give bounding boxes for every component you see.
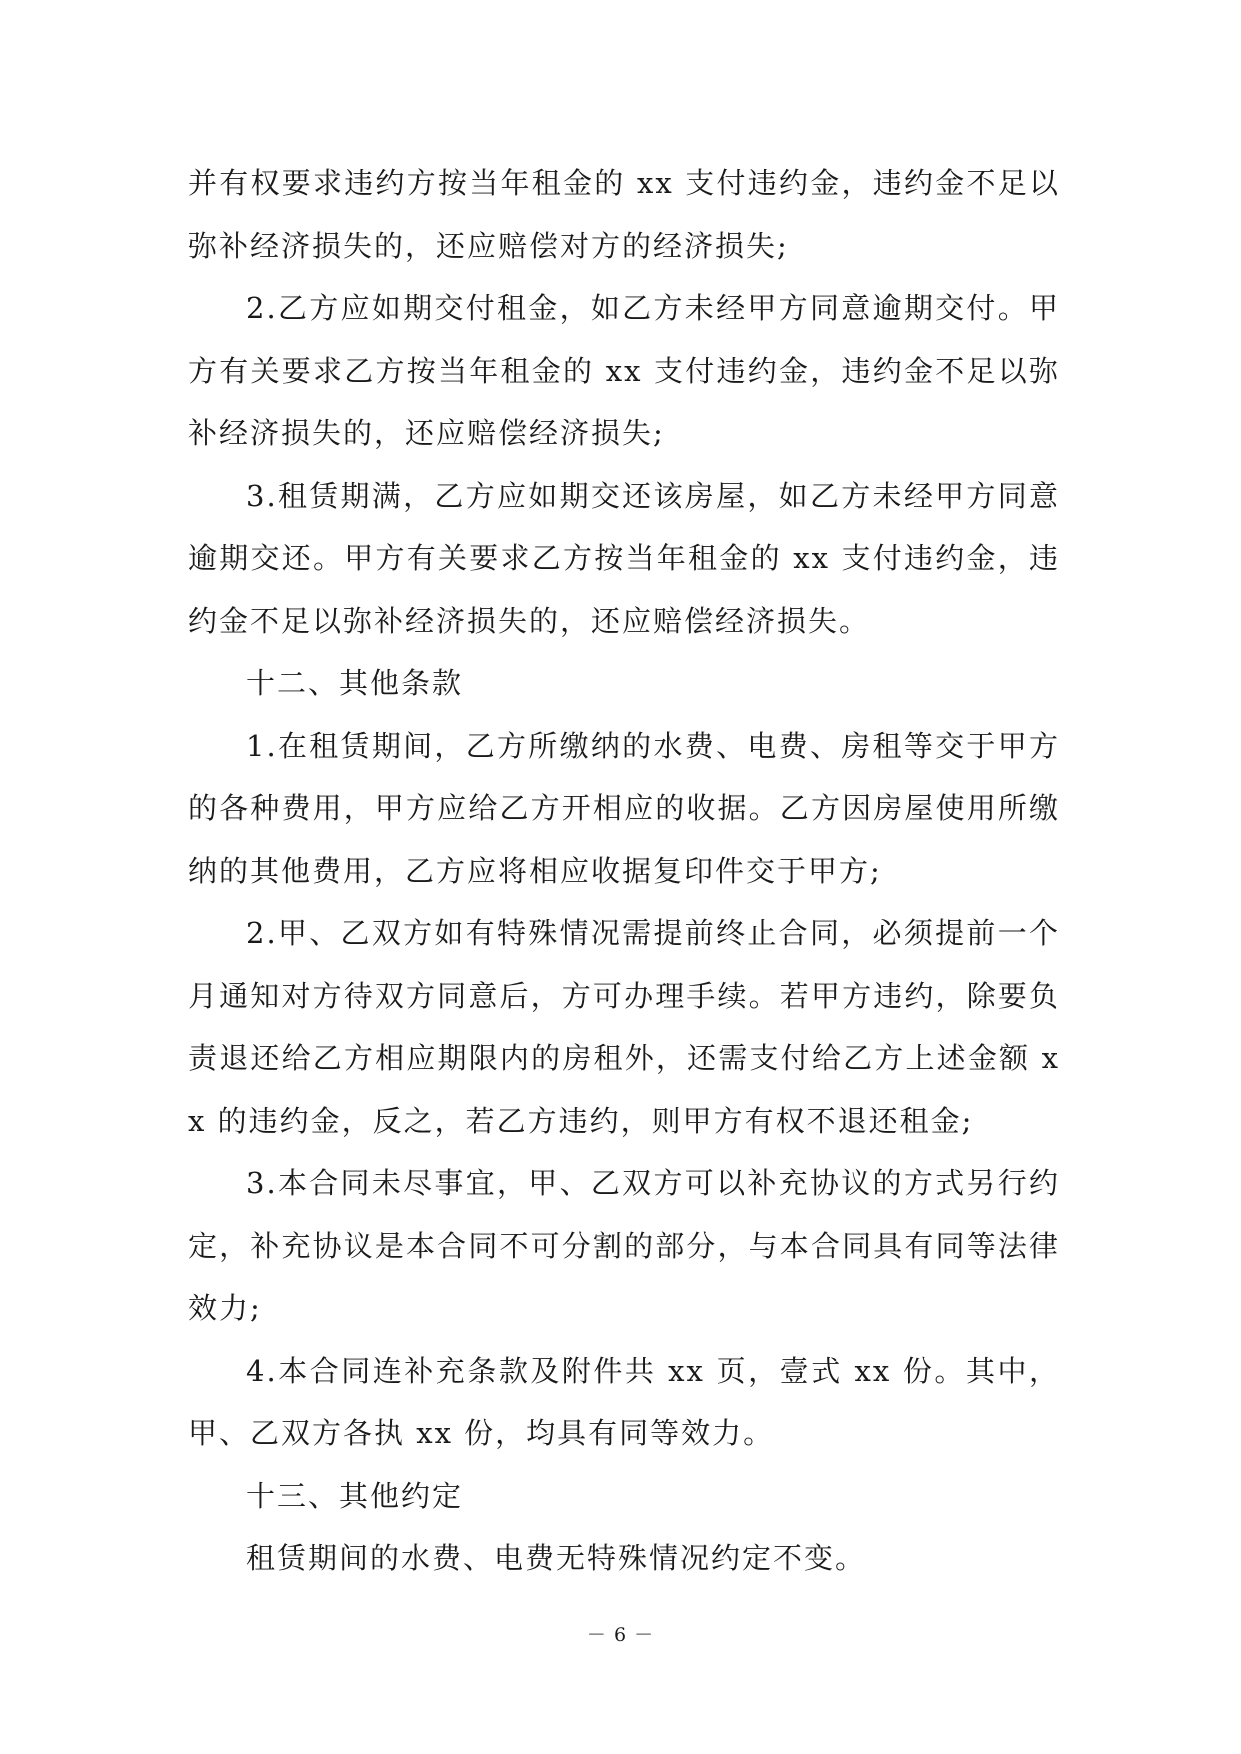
paragraph-fees-receipts: 1.在租赁期间，乙方所缴纳的水费、电费、房租等交于甲方的各种费用，甲方应给乙方开相应的收据。乙方因房屋使用所缴纳的其他费用，乙方应将相应收据复印件交于甲方; [188,728,1060,888]
section-heading-other-terms: 十二、其他条款 [246,666,464,700]
document-body [188,152,1060,1590]
paragraph-copies: 4.本合同连补充条款及附件共 xx 页，壹式 xx 份。其中，甲、乙双方各执 xx 份，均具有同等效力。 [188,1353,1060,1450]
paragraph-utilities: 租赁期间的水费、电费无特殊情况约定不变。 [246,1541,867,1575]
paragraph-early-termination: 2.甲、乙双方如有特殊情况需提前终止合同，必须提前一个月通知对方待双方同意后，方可办理手续。若甲方违约，除要负责退还给乙方相应期限内的房租外，还需支付给乙方上述金额 xx 的违约金，反之，若乙方违约，则甲方有权不退还租金; [188,916,1060,1138]
paragraph-lease-expiry-penalty: 3.租赁期满，乙方应如期交还该房屋，如乙方未经甲方同意逾期交还。甲方有关要求乙方按当年租金的 xx 支付违约金，违约金不足以弥补经济损失的，还应赔偿经济损失。 [188,478,1060,638]
section-heading-other-agreements: 十三、其他约定 [246,1478,464,1513]
page-number: － 6 － [586,1624,655,1646]
paragraph-supplementary-agreement: 3.本合同未尽事宜，甲、乙双方可以补充协议的方式另行约定，补充协议是本合同不可分割的部分，与本合同具有同等法律效力; [188,1166,1060,1325]
paragraph-penalty-continuation: 并有权要求违约方按当年租金的 xx 支付违约金，违约金不足以弥补经济损失的，还应赔偿对方的经济损失; [188,166,1060,263]
paragraph-rent-payment-penalty: 2.乙方应如期交付租金，如乙方未经甲方同意逾期交付。甲方有关要求乙方按当年租金的 xx 支付违约金，违约金不足以弥补经济损失的，还应赔偿经济损失; [188,291,1060,450]
